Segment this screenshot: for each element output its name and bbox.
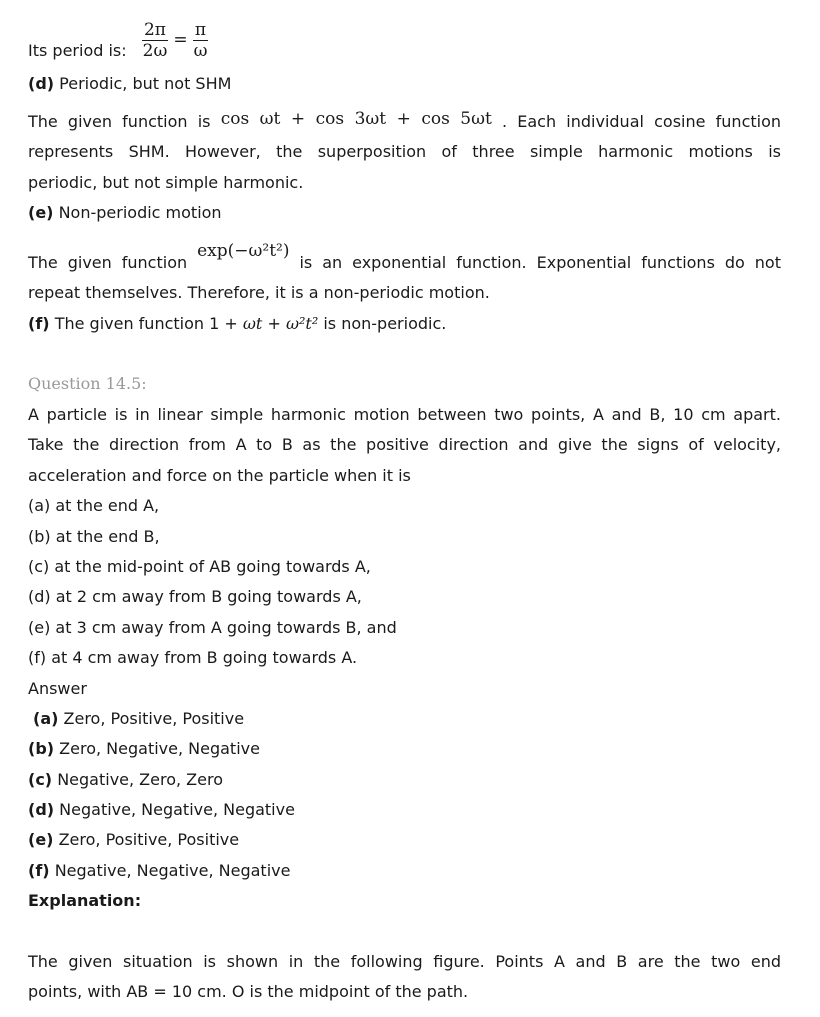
question-option: (d) at 2 cm away from B going towards A, bbox=[28, 587, 362, 607]
answer-label: Answer bbox=[28, 678, 87, 698]
part-e-line-1: The given function exp(−ω²t²) is an exponential function. Exponential functions do not bbox=[28, 241, 781, 272]
question-option: (b) at the end B, bbox=[28, 526, 160, 546]
part-f-line: (f) The given function 1 + ωt + ω²t² is non-periodic. bbox=[28, 314, 447, 333]
answer-item: (b) Zero, Negative, Negative bbox=[28, 739, 260, 759]
period-formula bbox=[139, 20, 212, 61]
question-line: A particle is in linear simple harmonic motion between two points, A and B, 10 cm apart. bbox=[28, 405, 781, 424]
equals-sign: = bbox=[173, 30, 188, 50]
question-option: (e) at 3 cm away from A going towards B, and bbox=[28, 617, 397, 637]
period-line bbox=[28, 12, 211, 68]
question-line: Take the direction from A to B as the positive direction and give the signs of velocity, bbox=[28, 435, 781, 455]
question-option: (f) at 4 cm away from B going towards A. bbox=[28, 648, 358, 668]
part-d-heading: (d) Periodic, but not SHM bbox=[28, 74, 232, 93]
fraction-pi-over-omega: $\frac{\pi}{\omega}$ bbox=[193, 19, 208, 61]
answer-item: (c) Negative, Zero, Zero bbox=[28, 769, 223, 789]
part-d-line-1: The given function is cos ωt + cos 3ωt + cos 5ωt . Each individual cosine function bbox=[28, 109, 782, 131]
part-e-line-2: repeat themselves. Therefore, it is a non-periodic motion. bbox=[28, 283, 490, 302]
answer-item: (e) Zero, Positive, Positive bbox=[28, 830, 240, 850]
blank-line bbox=[28, 917, 781, 947]
answer-item: (d) Negative, Negative, Negative bbox=[28, 800, 295, 820]
question-option: (c) at the mid-point of AB going towards A, bbox=[28, 556, 371, 576]
part-e-heading: (e) Non-periodic motion bbox=[28, 203, 222, 222]
answer-item: (f) Negative, Negative, Negative bbox=[28, 860, 291, 880]
cos-sum-formula: cos ωt + cos 3ωt + cos 5ωt bbox=[220, 109, 492, 129]
question-option: (a) at the end A, bbox=[28, 496, 160, 516]
period-label: Its period is: bbox=[28, 40, 127, 60]
question-body bbox=[28, 400, 781, 1008]
explanation-label: Explanation: bbox=[28, 891, 142, 911]
fraction-2pi-over-2omega: $\frac{2\pi}{2\omega}$ bbox=[142, 19, 168, 61]
answer-item: (a) Zero, Positive, Positive bbox=[33, 708, 245, 728]
explanation-line: The given situation is shown in the following figure. Points A and B are the two end bbox=[28, 952, 781, 972]
question-line: acceleration and force on the particle when it is bbox=[28, 465, 411, 485]
question-title: Question 14.5: bbox=[28, 374, 147, 393]
part-d-line-2: represents SHM. However, the superposition of three simple harmonic motions is bbox=[28, 142, 781, 161]
exp-formula: exp(−ω²t²) bbox=[197, 241, 290, 261]
part-d-line-3: periodic, but not simple harmonic. bbox=[28, 173, 304, 192]
explanation-line: points, with AB = 10 cm. O is the midpoint of the path. bbox=[28, 982, 469, 1002]
